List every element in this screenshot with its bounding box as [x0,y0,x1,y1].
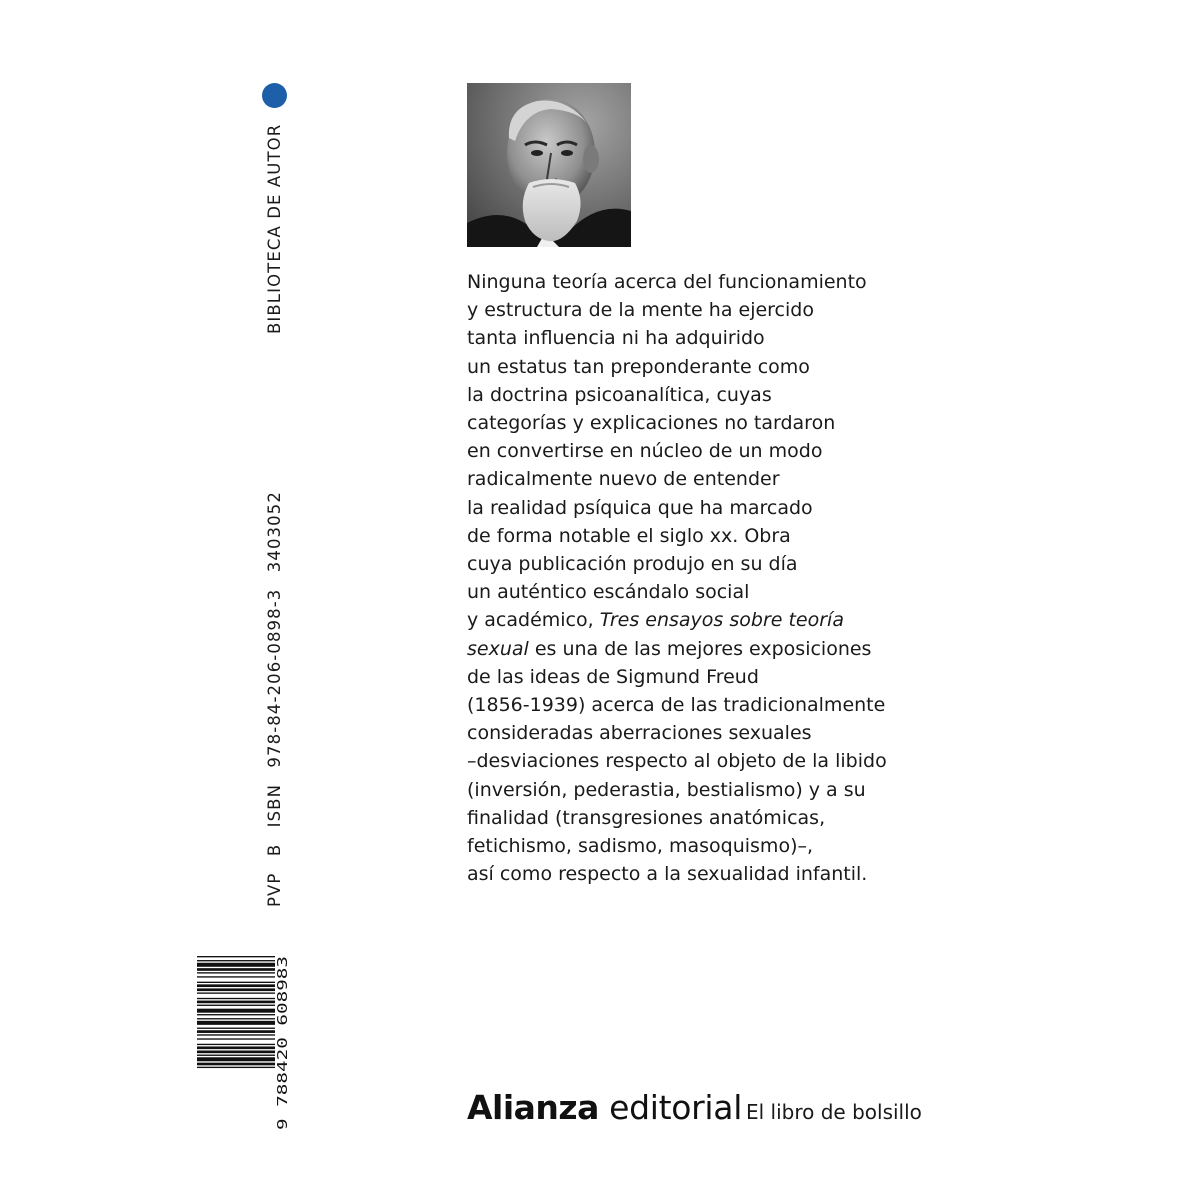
blurb-line: (1856-1939) acerca de las tradicionalmente [467,694,886,717]
barcode-bar [197,988,275,991]
book-title-part2: sexual [467,637,529,660]
barcode-bar [197,992,275,993]
back-cover-blurb [467,268,917,888]
barcode-bar [197,968,275,971]
pvp-label: PVP [265,872,284,907]
author-portrait [467,83,631,247]
barcode-bar [197,1051,275,1054]
blurb-line: Ninguna teoría acerca del funcionamiento [467,271,867,293]
isbn-barcode [197,954,293,1130]
publisher-name-regular: editorial [598,1088,743,1127]
blurb-line: consideradas aberraciones sexuales [467,722,812,745]
isbn-label: ISBN [265,783,284,828]
barcode-bar [197,1034,275,1035]
barcode-bar [197,963,275,967]
barcode-bar [197,1063,275,1066]
blurb-line: (inversión, pederastia, bestialismo) y a su [467,778,866,801]
barcode-bar [197,1044,275,1045]
barcode-bars [197,956,275,1068]
barcode-bar [197,956,275,957]
blurb-line: así como respecto a la sexualidad infantil. [467,863,868,886]
barcode-bar [197,972,275,973]
blurb-line: cuya publicación produjo en su día [467,553,798,576]
barcode-bar [197,1001,275,1004]
barcode-bar [197,1046,275,1049]
series-color-dot [262,83,287,108]
barcode-bar [197,960,275,961]
barcode-bar [197,1005,275,1006]
blurb-line: tanta influencia ni ha adquirido [467,327,765,350]
blurb-line: y estructura de la mente ha ejercido [467,299,814,322]
barcode-bar [197,1030,275,1033]
blurb-line: radicalmente nuevo de entender [467,468,780,491]
barcode-bar [197,1067,275,1068]
collection-name: El libro de bolsillo [746,1100,922,1124]
blurb-text: y académico, [467,609,600,632]
blurb-line: fetichismo, sadismo, masoquismo)–, [467,835,814,858]
blurb-line: la realidad psíquica que ha marcado [467,496,813,519]
barcode-bar [197,984,275,987]
barcode-bar [197,1055,275,1056]
blurb-text: es una de las mejores exposiciones [528,637,872,660]
barcode-bar [197,1014,275,1015]
blurb-line: en convertirse en núcleo de un modo [467,440,823,463]
publisher-logo [467,1088,742,1127]
price-isbn-line [265,491,284,907]
barcode-bar [197,1021,275,1025]
blurb-line: finalidad (transgresiones anatómicas, [467,806,826,829]
isbn-number: 978-84-206-0898-3 [265,588,284,768]
internal-code: 3403052 [265,491,284,573]
barcode-bar [197,1018,275,1019]
barcode-bar [197,1009,275,1013]
blurb-line: de forma notable el siglo xx. Obra [467,524,791,547]
publisher-name-bold: Alianza [467,1088,599,1127]
blurb-line: de las ideas de Sigmund Freud [467,665,759,688]
blurb-line: categorías y explicaciones no tardaron [467,412,836,435]
blurb-line: un estatus tan preponderante como [467,355,810,378]
book-title-part1: Tres ensayos sobre teoría [599,609,844,632]
barcode-bar [197,976,275,977]
blurb-line: un auténtico escándalo social [467,581,750,604]
blurb-line: –desviaciones respecto al objeto de la libido [467,750,887,773]
blurb-line [467,606,917,634]
price-code: B [265,843,284,857]
series-name: BIBLIOTECA DE AUTOR [265,123,284,334]
barcode-bar [197,982,275,983]
barcode-digits: 9 788420 608983 [276,1012,291,1130]
blurb-line: la doctrina psicoanalítica, cuyas [467,383,772,406]
barcode-bar [197,998,275,999]
barcode-bar [197,1038,275,1039]
barcode-bar [197,1028,275,1029]
blurb-line [467,635,917,663]
barcode-bar [197,1057,275,1061]
